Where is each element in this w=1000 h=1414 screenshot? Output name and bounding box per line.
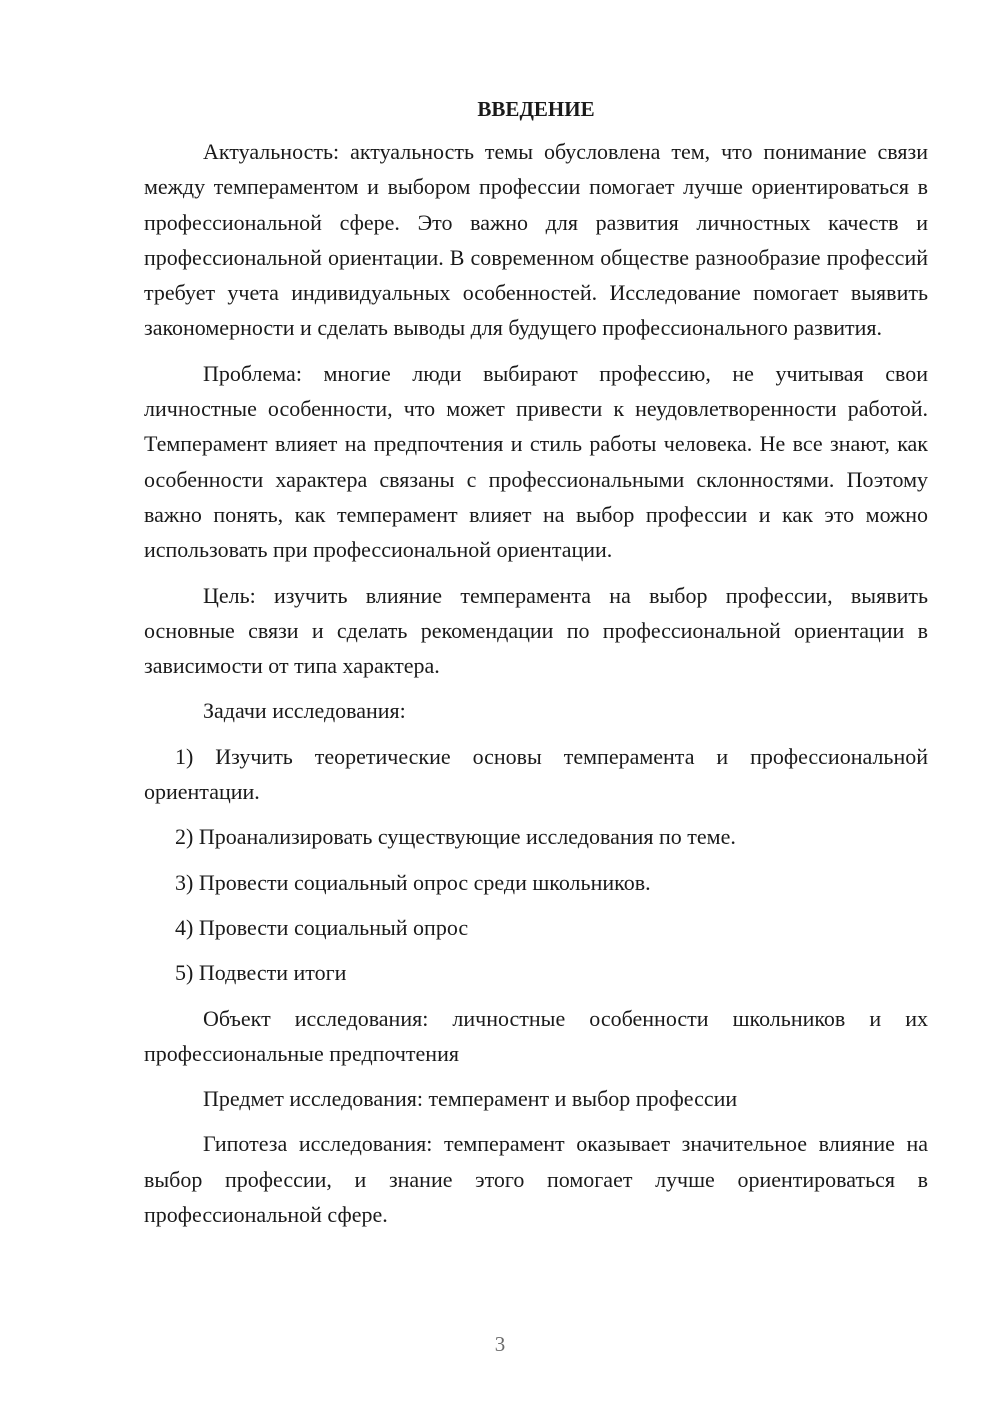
task-item-5: 5) Подвести итоги [175,960,347,986]
page-title: ВВЕДЕНИЕ [477,97,595,121]
paragraph-problem: Проблема: многие люди выбирают профессию, не учитывая свои личностные особенности, что может привести к неудовлетворенности работой. Темперамент влияет на предпочтения и стиль работы человека. Не все знают, как особенности характера связаны с профессиональными склонностями. Поэтому важно понять, как темперамент влияет на выбор профессии и как это можно использовать при профессиональной ориентации. [144,360,928,563]
tasks-heading: Задачи исследования: [203,698,406,724]
paragraph-object: Объект исследования: личностные особенности школьников и их профессиональные предпочтения [144,1005,928,1066]
task-item-3: 3) Провести социальный опрос среди школьников. [175,869,651,895]
document-page [144,92,928,1242]
task-item-1: 1) Изучить теоретические основы темперамента и профессиональной ориентации. [144,743,928,805]
paragraph-hypothesis: Гипотеза исследования: темперамент оказывает значительное влияние на выбор профессии, и знание этого помогает лучше ориентироваться в профессиональной сфере. [144,1131,928,1228]
paragraph-subject: Предмет исследования: темперамент и выбор профессии [203,1086,738,1112]
paragraph-goal: Цель: изучить влияние темперамента на выбор профессии, выявить основные связи и сделать рекомендации по профессиональной ориентации в зависимости от типа характера. [144,582,928,679]
paragraph-relevance: Актуальность: актуальность темы обусловлена тем, что понимание связи между темпераментом и выбором профессии помогает лучше ориентироваться в профессиональной сфере. Это важно для развития личностных качеств и профессиональной ориентации. В современном обществе разнообразие профессий требует учета индивидуальных особенностей. Исследование помогает выявить закономерности и сделать выводы для будущего профессионального развития. [144,139,928,341]
task-item-4: 4) Провести социальный опрос [175,914,469,940]
page-number: 3 [494,1332,506,1356]
task-item-2: 2) Проанализировать существующие исследования по теме. [175,824,736,850]
